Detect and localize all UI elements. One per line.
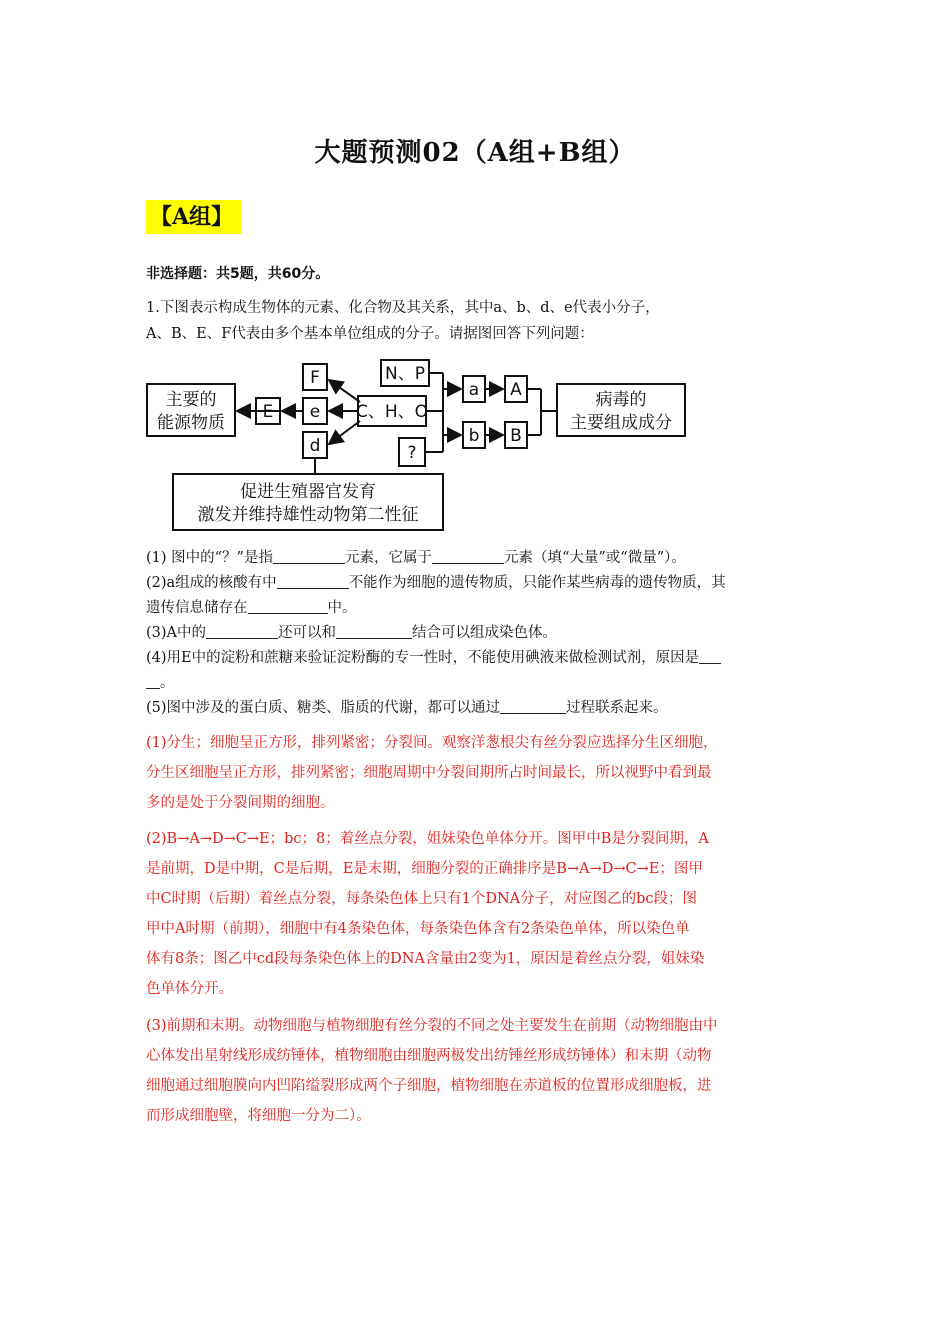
q3-text-c: 结合可以组成染色体。 bbox=[412, 625, 558, 641]
q1-text-a: (1) 图中的“？”是指 bbox=[146, 550, 273, 566]
question-1-intro bbox=[146, 295, 816, 347]
subquestion-1 bbox=[146, 546, 814, 571]
q3-text-b: 还可以和 bbox=[278, 625, 337, 641]
node-CHO-label: C、H、O bbox=[355, 402, 429, 422]
section-heading: 【A组】 bbox=[146, 200, 241, 234]
answer-2 bbox=[146, 824, 812, 1004]
bottom-box-line1: 促进生殖器官发育 bbox=[240, 482, 376, 502]
subquestion-3 bbox=[146, 621, 814, 646]
answer-2-line: 色单体分开。 bbox=[146, 981, 233, 997]
q5-text-b: 过程联系起来。 bbox=[566, 700, 668, 716]
answer-blank[interactable] bbox=[277, 572, 349, 589]
subquestion-4 bbox=[146, 646, 814, 696]
answer-2-line: (2)B→A→D→C→E；bc；8；着丝点分裂，姐妹染色单体分开。图甲中B是分裂间期，A bbox=[146, 831, 709, 847]
q2-text-d: 中。 bbox=[327, 600, 357, 616]
energy-box-line1: 主要的 bbox=[165, 390, 217, 410]
page-title: 大题预测02（A组+B组） bbox=[314, 138, 636, 168]
q4-text-b: 。 bbox=[160, 675, 175, 691]
answer-blank[interactable] bbox=[146, 672, 160, 689]
node-question-label: ? bbox=[407, 443, 417, 463]
intro-line-2: A、B、E、F代表由多个基本单位组成的分子。请据图回答下列问题： bbox=[146, 326, 594, 342]
q2-text-b: 不能作为细胞的遗传物质，只能作某些病毒的遗传物质，其 bbox=[348, 575, 726, 591]
node-F-label: F bbox=[310, 368, 320, 388]
element-compound-diagram bbox=[145, 358, 690, 534]
q3-text-a: (3)A中的 bbox=[146, 625, 207, 641]
answer-1-line: 分生区细胞呈正方形，排列紧密；细胞周期中分裂间期所占时间最长，所以视野中看到最 bbox=[146, 765, 712, 781]
section-info: 非选择题：共5题，共60分。 bbox=[146, 266, 330, 282]
answer-blank[interactable] bbox=[699, 647, 721, 664]
q4-text-a: (4)用E中的淀粉和蔗糖来验证淀粉酶的专一性时，不能使用碘液来做检测试剂，原因是 bbox=[146, 650, 700, 666]
answer-2-line: 中C时期（后期）着丝点分裂，每条染色体上只有1个DNA分子，对应图乙的bc段；图 bbox=[146, 891, 698, 907]
answer-3 bbox=[146, 1011, 812, 1131]
answer-3-line: 心体发出星射线形成纺锤体，植物细胞由细胞两极发出纺锤丝形成纺锤体）和末期（动物 bbox=[146, 1048, 712, 1064]
q1-text-c: 元素（填“大量”或“微量”）。 bbox=[503, 550, 686, 566]
q1-text-b: 元素，它属于 bbox=[344, 550, 432, 566]
answer-blank[interactable] bbox=[432, 547, 504, 564]
answer-blank[interactable] bbox=[248, 597, 328, 614]
bottom-box-line2: 激发并维持雄性动物第二性征 bbox=[197, 505, 419, 525]
q2-text-c: 遗传信息储存在 bbox=[146, 600, 248, 616]
intro-line-1: 1.下图表示构成生物体的元素、化合物及其关系，其中a、b、d、e代表小分子， bbox=[146, 300, 660, 316]
node-e-label: e bbox=[309, 402, 321, 422]
answer-3-line: (3)前期和末期。动物细胞与植物细胞有丝分裂的不同之处主要发生在前期（动物细胞由中 bbox=[146, 1018, 718, 1034]
energy-box-line2: 能源物质 bbox=[157, 413, 225, 433]
virus-box-line1: 病毒的 bbox=[595, 390, 647, 410]
answer-2-line: 体有8条；图乙中cd段每条染色体上的DNA含量由2变为1，原因是着丝点分裂，姐妹染 bbox=[146, 951, 705, 967]
node-A-label: A bbox=[510, 380, 522, 400]
q5-text-a: (5)图中涉及的蛋白质、糖类、脂质的代谢，都可以通过 bbox=[146, 700, 501, 716]
subquestion-5 bbox=[146, 696, 814, 721]
answer-1-line: (1)分生；细胞呈正方形，排列紧密；分裂间。观察洋葱根尖有丝分裂应选择分生区细胞， bbox=[146, 735, 718, 751]
answer-1 bbox=[146, 728, 812, 818]
answer-blank[interactable] bbox=[336, 622, 412, 639]
q2-text-a: (2)a组成的核酸有中 bbox=[146, 575, 277, 591]
answer-blank[interactable] bbox=[500, 697, 566, 714]
answer-blank[interactable] bbox=[273, 547, 345, 564]
virus-box-line2: 主要组成成分 bbox=[570, 413, 672, 433]
node-NP-label: N、P bbox=[385, 364, 425, 384]
answer-3-line: 细胞通过细胞膜向内凹陷缢裂形成两个子细胞，植物细胞在赤道板的位置形成细胞板，进 bbox=[146, 1078, 712, 1094]
subquestion-2 bbox=[146, 571, 814, 621]
node-E-label: E bbox=[262, 402, 274, 422]
answer-1-line: 多的是处于分裂间期的细胞。 bbox=[146, 795, 335, 811]
answer-2-line: 甲中A时期（前期），细胞中有4条染色体，每条染色体含有2条染色单体，所以染色单 bbox=[146, 921, 690, 937]
node-d-label: d bbox=[309, 436, 321, 456]
node-a-label: a bbox=[468, 380, 480, 400]
node-b-label: b bbox=[468, 426, 480, 446]
node-B-label: B bbox=[510, 426, 522, 446]
answer-2-line: 是前期，D是中期，C是后期，E是末期，细胞分裂的正确排序是B→A→D→C→E；图甲 bbox=[146, 861, 703, 877]
answer-blank[interactable] bbox=[206, 622, 278, 639]
answer-3-line: 而形成细胞壁，将细胞一分为二）。 bbox=[146, 1108, 371, 1124]
